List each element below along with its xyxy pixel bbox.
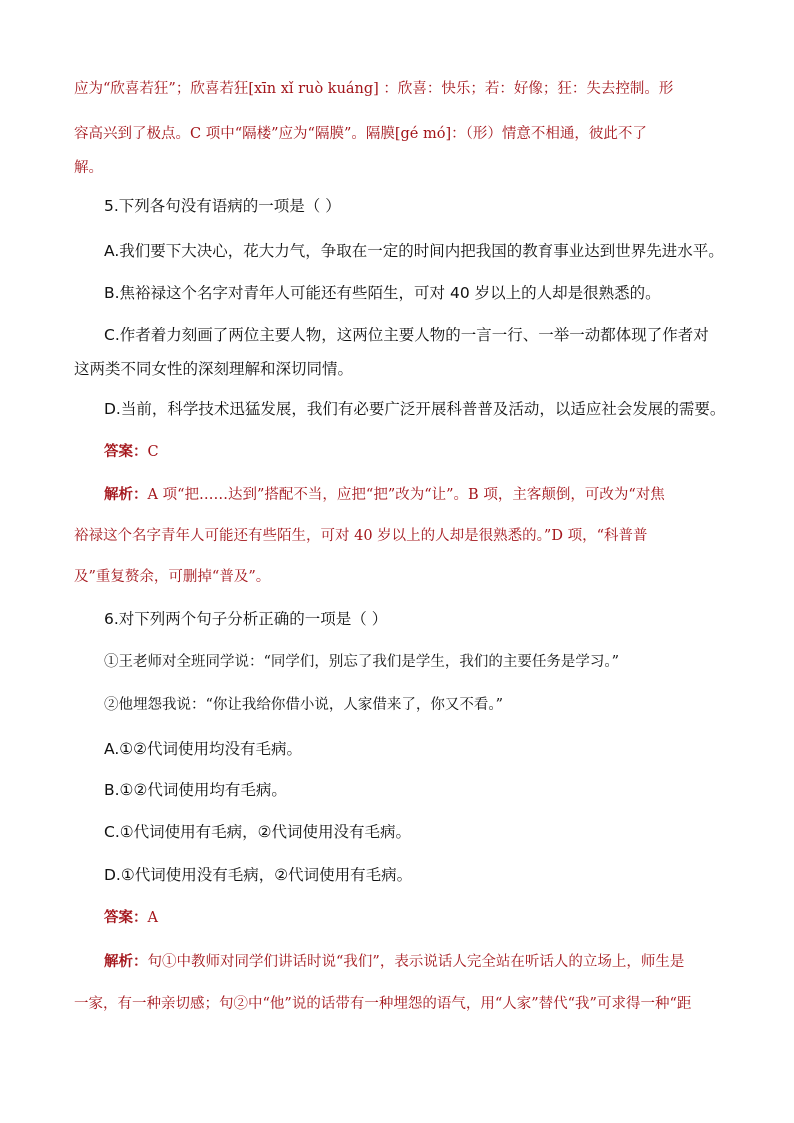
analysis-continued-line-3: 解。: [74, 160, 103, 176]
question-5-option-b: B.焦裕禄这个名字对青年人可能还有些陌生，可对 40 岁以上的人却是很熟悉的。: [104, 284, 661, 302]
question-6-answer: [104, 906, 158, 929]
question-5-analysis-line-3: 及”重复赘余，可删掉“普及”。: [74, 569, 271, 585]
answer-label: 答案：: [104, 910, 148, 926]
question-5-option-a: A.我们要下大决心，花大力气，争取在一定的时间内把我国的教育事业达到世界先进水平。: [104, 242, 724, 260]
question-5-option-c-line-2: 这两类不同女性的深刻理解和深切同情。: [74, 360, 354, 378]
analysis-continued-line-1: 应为“欣喜若狂”；欣喜若狂[xīn xǐ ruò kuáng] ：欣喜：快乐；若：好像；狂：失去控制。形: [74, 81, 674, 97]
question-5-analysis-line-2: 裕禄这个名字青年人可能还有些陌生，可对 40 岁以上的人却是很熟悉的。”D 项，“科普普: [74, 528, 648, 544]
question-6-option-d: D.①代词使用没有毛病，②代词使用有毛病。: [104, 866, 413, 884]
question-6-stem: 6.对下列两个句子分析正确的一项是（ ）: [104, 610, 388, 628]
question-6-sentence-1: ①王老师对全班同学说：“同学们，别忘了我们是学生，我们的主要任务是学习。”: [104, 654, 620, 670]
question-6-analysis-line-1: [104, 950, 684, 973]
answer-value: A: [147, 910, 158, 926]
question-6-option-b: B.①②代词使用均有毛病。: [104, 781, 287, 799]
question-6-sentence-2: ②他埋怨我说：“你让我给你借小说，人家借来了，你又不看。”: [104, 697, 504, 713]
question-5-option-c-line-1: C.作者着力刻画了两位主要人物，这两位主要人物的一言一行、一举一动都体现了作者对: [104, 326, 709, 344]
question-5-stem: 5.下列各句没有语病的一项是（ ）: [104, 197, 341, 215]
question-5-option-d: D.当前，科学技术迅猛发展，我们有必要广泛开展科普普及活动，以适应社会发展的需要。: [104, 400, 726, 418]
analysis-continued-line-2: 容高兴到了极点。C 项中“隔楼”应为“隔膜”。隔膜[gé mó]：（形）情意不相通，彼此不了: [74, 126, 647, 142]
answer-label: 答案：: [104, 444, 148, 460]
analysis-label: 解析：: [104, 487, 148, 503]
question-6-option-a: A.①②代词使用均没有毛病。: [104, 740, 303, 758]
analysis-label: 解析：: [104, 954, 148, 970]
answer-value: C: [147, 444, 159, 460]
question-5-answer: [104, 440, 159, 463]
question-5-analysis-line-1: [104, 483, 665, 506]
analysis-text: A 项“把……达到”搭配不当，应把“把”改为“让”。B 项，主客颠倒，可改为“对焦: [147, 487, 665, 503]
question-6-analysis-line-2: 一家，有一种亲切感；句②中“他”说的话带有一种埋怨的语气，用“人家”替代“我”可求得一种“距: [74, 996, 692, 1012]
analysis-text: 句①中教师对同学们讲话时说“我们”，表示说话人完全站在听话人的立场上，师生是: [147, 954, 685, 970]
question-6-option-c: C.①代词使用有毛病，②代词使用没有毛病。: [104, 823, 412, 841]
